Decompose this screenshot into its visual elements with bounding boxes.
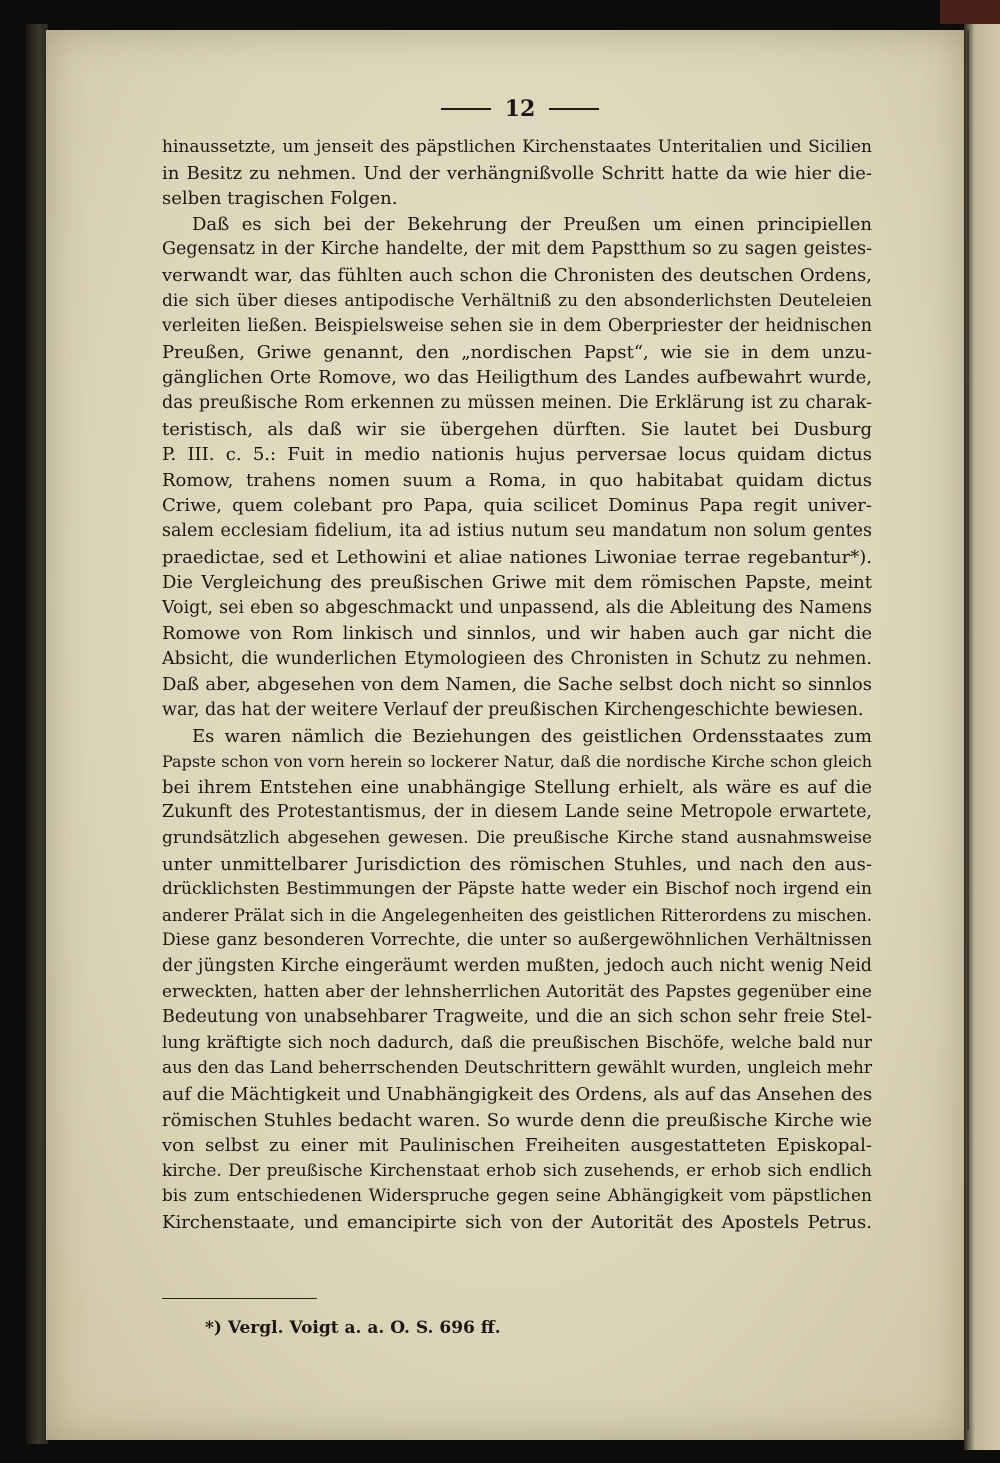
text-line: Criwe, quem colebant pro Papa, quia scilicet Dominus Papa regit univer- [162, 495, 872, 517]
text-line: das preußische Rom erkennen zu müssen meinen. Die Erklärung ist zu charak- [162, 392, 872, 413]
page-header [430, 94, 610, 124]
text-line: Romowe von Rom linkisch und sinnlos, und wir haben auch gar nicht die [162, 623, 872, 645]
text-line: gänglichen Orte Romove, wo das Heiligthum des Landes aufbewahrt wurde, [162, 367, 872, 389]
text-line: Daß aber, abgesehen von dem Namen, die Sache selbst doch nicht so sinnlos [162, 674, 872, 696]
text-line: P. III. c. 5.: Fuit in medio nationis hujus perversae locus quidam dictus [162, 444, 872, 466]
text-line: Gegensatz in der Kirche handelte, der mit dem Papstthum so zu sagen geistes- [162, 239, 872, 260]
header-rule-right [549, 108, 599, 110]
text-line: lung kräftigte sich noch dadurch, daß die preußischen Bischöfe, welche bald nur [162, 1032, 872, 1053]
text-line: kirche. Der preußische Kirchenstaat erhob sich zusehends, er erhob sich endlich [162, 1160, 872, 1181]
text-line: Absicht, die wunderlichen Etymologieen des Chronisten in Schutz zu nehmen. [162, 648, 872, 669]
header-rule-left [441, 108, 491, 110]
page-fold-line [967, 30, 969, 1430]
text-line: hinaussetzte, um jenseit des päpstlichen Kirchenstaates Unteritalien und Sicilien [162, 137, 872, 157]
text-line: Die Vergleichung des preußischen Griwe mit dem römischen Papste, meint [162, 572, 872, 594]
text-line: Kirchenstaate, und emancipirte sich von der Autorität des Apostels Petrus. [162, 1211, 872, 1233]
text-line: selben tragischen Folgen. [162, 188, 398, 210]
text-line: verwandt war, das fühlten auch schon die Chronisten des deutschen Ordens, [162, 264, 872, 286]
text-line: die sich über dieses antipodische Verhältniß zu den absonderlichsten Deuteleien [162, 290, 872, 311]
text-line: teristisch, als daß wir sie übergehen dürften. Sie lautet bei Dusburg [162, 418, 872, 440]
text-line: der jüngsten Kirche eingeräumt werden mußten, jedoch auch nicht wenig Neid [162, 956, 872, 976]
text-line: Bedeutung von unabsehbarer Tragweite, und die an sich schon sehr freie Stel- [162, 1007, 872, 1028]
text-line: verleiten ließen. Beispielsweise sehen sie in dem Oberpriester der heidnischen [162, 316, 872, 337]
corner-marker [940, 0, 1000, 24]
footnote: *) Vergl. Voigt a. a. O. S. 696 ff. [205, 1318, 501, 1338]
text-line: in Besitz zu nehmen. Und der verhängnißvolle Schritt hatte da wie hier die- [162, 162, 872, 184]
text-line: römischen Stuhles bedacht waren. So wurde denn die preußische Kirche wie [162, 1109, 872, 1131]
facing-page-edge [964, 20, 1000, 1450]
text-line: Es waren nämlich die Beziehungen des geistlichen Ordensstaates zum [192, 725, 872, 747]
text-line: von selbst zu einer mit Paulinischen Freiheiten ausgestatteten Episkopal- [162, 1135, 872, 1157]
text-line: Zukunft des Protestantismus, der in diesem Lande seine Metropole erwartete, [162, 802, 872, 823]
text-line [162, 1236, 872, 1262]
text-line: unter unmittelbarer Jurisdiction des römischen Stuhles, und nach den aus- [162, 853, 872, 875]
text-line: drücklichsten Bestimmungen der Päpste hatte weder ein Bischof noch irgend ein [162, 879, 872, 900]
text-line: Daß es sich bei der Bekehrung der Preußen um einen principiellen [192, 213, 872, 235]
text-line: auf die Mächtigkeit und Unabhängigkeit des Ordens, als auf das Ansehen des [162, 1083, 872, 1105]
text-line: Romow, trahens nomen suum a Roma, in quo habitabat quidam dictus [162, 469, 872, 491]
text-line: salem ecclesiam fidelium, ita ad istius nutum seu mandatum non solum gentes [162, 520, 872, 541]
text-line: Papste schon von vorn herein so lockerer Natur, daß die nordische Kirche schon gleich [162, 752, 872, 772]
footnote-rule [162, 1298, 317, 1299]
text-line: praedictae, sed et Lethowini et aliae nationes Liwoniae terrae regebantur*). [162, 546, 872, 568]
text-line: anderer Prälat sich in die Angelegenheiten des geistlichen Ritterordens zu mischen. [162, 905, 872, 925]
text-line: bei ihrem Entstehen eine unabhängige Stellung erhielt, als wäre es auf die [162, 776, 872, 798]
text-line: erweckten, hatten aber der lehnsherrlichen Autorität des Papstes gegenüber eine [162, 981, 872, 1002]
text-line: grundsätzlich abgesehen gewesen. Die preußische Kirche stand ausnahmsweise [162, 828, 872, 849]
text-line: Preußen, Griwe genannt, den „nordischen Papst“, wie sie in dem unzu- [162, 341, 872, 363]
text-line: war, das hat der weitere Verlauf der preußischen Kirchengeschichte bewiesen. [162, 700, 864, 721]
text-line: Diese ganz besonderen Vorrechte, die unter so außergewöhnlichen Verhältnissen [162, 930, 872, 951]
book-binding-edge [26, 24, 48, 1444]
text-line: bis zum entschiedenen Widerspruche gegen seine Abhängigkeit vom päpstlichen [162, 1186, 872, 1207]
text-line: Voigt, sei eben so abgeschmackt und unpassend, als die Ableitung des Namens [162, 597, 872, 618]
page-number: 12 [504, 96, 536, 122]
body-text [162, 135, 872, 1261]
text-line: aus den das Land beherrschenden Deutschrittern gewählt wurden, ungleich mehr [162, 1058, 872, 1079]
